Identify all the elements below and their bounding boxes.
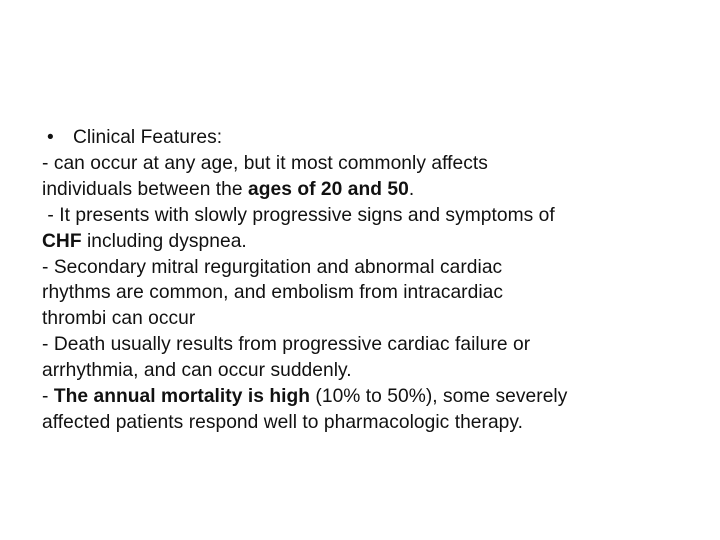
paragraph-age-line-2 bbox=[42, 177, 672, 203]
bullet-icon: • bbox=[47, 127, 54, 148]
paragraph-presentation-line-1: - It presents with slowly progressive signs and symptoms of bbox=[42, 204, 555, 226]
paragraph-complications-line-3: thrombi can occur bbox=[42, 308, 196, 330]
age-range-bold: ages of 20 and 50 bbox=[248, 178, 409, 200]
paragraph-complications-line-2: rhythms are common, and embolism from intracardiac bbox=[42, 282, 504, 304]
paragraph-death-line-2: arrhythmia, and can occur suddenly. bbox=[42, 360, 352, 382]
age-text-pre: individuals between the bbox=[42, 178, 249, 200]
mortality-bold: The annual mortality is high bbox=[53, 386, 311, 408]
paragraph-mortality-line-2: affected patients respond well to pharmacologic therapy. bbox=[42, 411, 523, 433]
presentation-text-post: including dyspnea. bbox=[81, 230, 247, 252]
section-heading: Clinical Features: bbox=[73, 127, 223, 148]
slide-body bbox=[42, 125, 672, 436]
paragraph-presentation-line-2 bbox=[42, 229, 672, 255]
paragraph-age-line-1: - can occur at any age, but it most commonly affects bbox=[42, 152, 488, 174]
heading-line bbox=[42, 125, 672, 151]
mortality-text-pre: - bbox=[42, 386, 54, 408]
age-text-post: . bbox=[408, 178, 415, 200]
paragraph-death-line-1: - Death usually results from progressive cardiac failure or bbox=[42, 334, 531, 356]
paragraph-mortality-line-1 bbox=[42, 384, 672, 410]
chf-bold: CHF bbox=[42, 230, 82, 252]
mortality-text-post: (10% to 50%), some severely bbox=[310, 386, 568, 408]
paragraph-complications-line-1: - Secondary mitral regurgitation and abnormal cardiac bbox=[42, 256, 503, 278]
